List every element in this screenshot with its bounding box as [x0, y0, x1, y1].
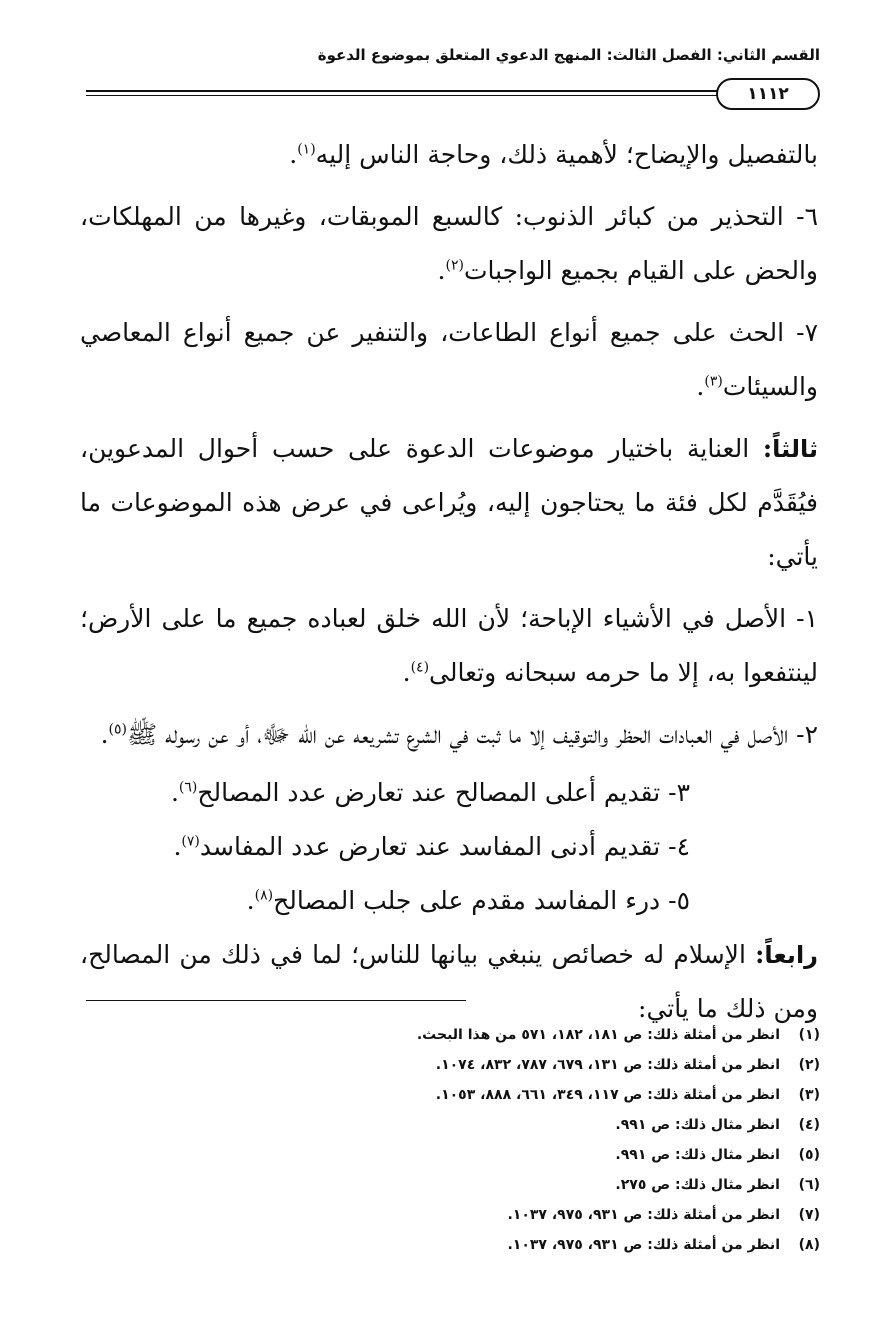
body-text	[80, 128, 818, 1044]
footnote-ref: (٥)	[108, 721, 128, 738]
footnote-item	[80, 1140, 820, 1170]
footnote-text: انظر من أمثلة ذلك: ص ١٨١، ١٨٢، ٥٧١ من هذا البحث.	[416, 1027, 780, 1043]
footnote-text: انظر من أمثلة ذلك: ص ٩٣١، ٩٧٥، ١٠٣٧.	[507, 1207, 780, 1223]
footnote-mark: (٦)	[798, 1177, 820, 1193]
paragraph-text: العناية باختيار موضوعات الدعوة على حسب أحوال المدعوين، فيُقَدَّم لكل فئة ما يحتاجون إليه، ويُراعى في عرض هذه الموضوعات ما يأتي:	[80, 434, 818, 571]
footnote-mark: (٢)	[798, 1057, 820, 1073]
paragraph-end: .	[173, 832, 182, 861]
lead-colon: :	[755, 940, 765, 969]
footnote-mark: (٧)	[798, 1207, 820, 1223]
footnote-text: انظر مثال ذلك: ص ٢٧٥.	[615, 1177, 780, 1193]
paragraph-5	[80, 592, 818, 700]
paragraph-1	[80, 128, 818, 182]
footnotes	[80, 1020, 820, 1260]
lead-colon: :	[762, 434, 773, 463]
footnote-item	[80, 1080, 820, 1110]
paragraph-text: ٦- التحذير من كبائر الذنوب: كالسبع الموبقات، وغيرها من المهلكات، والحض على القيام بجميع الواجبات	[80, 202, 818, 285]
paragraph-text: ٣- تقديم أعلى المصالح عند تعارض عدد المصالح	[197, 778, 690, 807]
footnote-item	[80, 1230, 820, 1260]
footnote-text: انظر مثال ذلك: ص ٩٩١.	[615, 1117, 780, 1133]
paragraph-end: .	[170, 778, 179, 807]
footnote-item	[80, 1170, 820, 1200]
section-lead: رابعاً	[764, 941, 818, 969]
section-lead: ثالثاً	[772, 435, 818, 463]
footnote-ref: (٨)	[254, 887, 274, 904]
footnote-ref: (٣)	[704, 373, 723, 390]
paragraph-end: .	[696, 372, 705, 401]
footnote-text: انظر من أمثلة ذلك: ص ٩٣١، ٩٧٥، ١٠٣٧.	[507, 1237, 780, 1253]
paragraph-end: .	[289, 140, 298, 169]
paragraph-end: .	[402, 658, 411, 687]
paragraph-4	[80, 422, 818, 584]
footnote-item	[80, 1200, 820, 1230]
paragraph-text: ٧- الحث على جميع أنواع الطاعات، والتنفير عن جميع أنواع المعاصي والسيئات	[80, 318, 818, 401]
footnote-mark: (٤)	[798, 1117, 820, 1133]
footnote-item	[80, 1110, 820, 1140]
footnote-ref: (٧)	[181, 833, 200, 850]
paragraph-6	[80, 708, 818, 762]
footnote-ref: (٤)	[410, 659, 430, 676]
footnote-mark: (٨)	[798, 1237, 820, 1253]
footnote-rule	[86, 1000, 466, 1001]
paragraph-text: الإسلام له خصائص ينبغي بيانها للناس؛ لما في ذلك من المصالح، ومن ذلك ما يأتي:	[80, 940, 818, 1023]
header-rule	[86, 90, 818, 92]
page-number: ١١١٢	[716, 78, 820, 110]
footnote-mark: (٣)	[798, 1087, 820, 1103]
footnote-text: انظر مثال ذلك: ص ٩٩١.	[615, 1147, 780, 1163]
footnote-ref: (٦)	[178, 779, 198, 796]
footnote-mark: (١)	[798, 1027, 820, 1043]
header-rule-thin	[86, 95, 818, 96]
paragraph-text: ٢- الأصل في العبادات الحظر والتوقيف إلا ما ثبت في الشرع تشريعه عن الله ﷻ، أو عن رسوله ﷺ	[127, 720, 818, 749]
footnote-ref: (١)	[297, 141, 316, 158]
footnote-text: انظر من أمثلة ذلك: ص ١١٧، ٣٤٩، ٦٦١، ٨٨٨، ١٠٥٣.	[435, 1087, 780, 1103]
paragraph-7	[80, 766, 818, 820]
running-title: القسم الثاني: الفصل الثالث: المنهج الدعوي المتعلق بموضوع الدعوة	[317, 46, 820, 64]
paragraph-text: ٤- تقديم أدنى المفاسد عند تعارض عدد المفاسد	[199, 832, 690, 861]
paragraph-9	[80, 874, 818, 928]
paragraph-8	[80, 820, 818, 874]
footnote-mark: (٥)	[798, 1147, 820, 1163]
paragraph-3	[80, 306, 818, 414]
paragraph-end: .	[437, 256, 446, 285]
footnote-item	[80, 1020, 820, 1050]
footnote-item	[80, 1050, 820, 1080]
footnote-ref: (٢)	[445, 257, 464, 274]
paragraph-text: ٥- درء المفاسد مقدم على جلب المصالح	[273, 886, 690, 915]
paragraph-end: .	[100, 720, 109, 749]
paragraph-end: .	[246, 886, 255, 915]
paragraph-2	[80, 190, 818, 298]
paragraph-text: ١- الأصل في الأشياء الإباحة؛ لأن الله خلق لعباده جميع ما على الأرض؛ لينتفعوا به، إلا ما حرمه سبحانه وتعالى	[80, 604, 818, 687]
paragraph-text: بالتفصيل والإيضاح؛ لأهمية ذلك، وحاجة الناس إليه	[315, 140, 818, 169]
footnote-text: انظر من أمثلة ذلك: ص ١٣١، ٦٧٩، ٧٨٧، ٨٣٢، ١٠٧٤.	[435, 1057, 780, 1073]
